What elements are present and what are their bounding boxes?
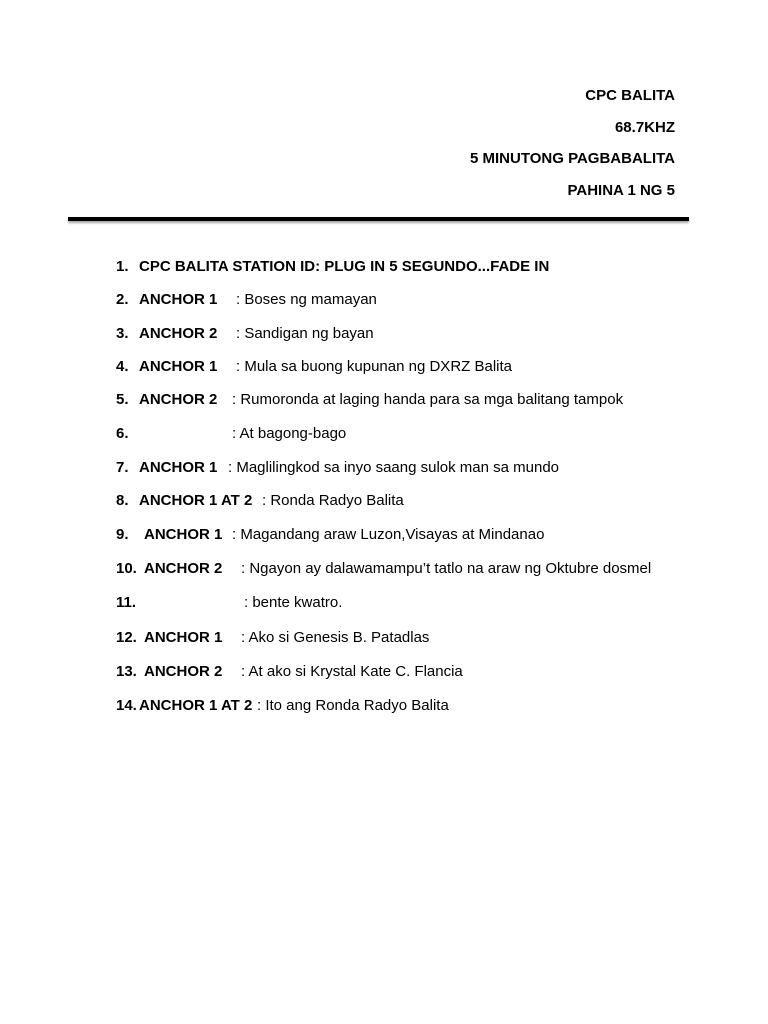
item-number: 8. [116, 492, 129, 509]
item-number: 12. [116, 629, 137, 646]
item-line: : Sandigan ng bayan [236, 325, 374, 342]
station-name: CPC BALITA [585, 87, 675, 104]
item-line: : Ngayon ay dalawamampu’t tatlo na araw ng Oktubre dosmel [241, 560, 652, 577]
item-speaker: ANCHOR 2 [139, 391, 218, 408]
item-number: 7. [116, 459, 129, 476]
item-line: : Ito ang Ronda Radyo Balita [257, 697, 449, 714]
item-line: : Magandang araw Luzon,Visayas at Mindanao [232, 526, 545, 543]
item-speaker: ANCHOR 2 [144, 560, 223, 577]
header-divider [68, 217, 689, 221]
item-line: : Mula sa buong kupunan ng DXRZ Balita [236, 358, 512, 375]
item-line: : bente kwatro. [244, 594, 343, 611]
item-line: : Rumoronda at laging handa para sa mga balitang tampok [232, 391, 624, 408]
item-number: 11. [116, 594, 137, 611]
item-number: 1. [116, 258, 129, 275]
item-speaker: ANCHOR 2 [139, 325, 218, 342]
item-speaker: ANCHOR 1 AT 2 [139, 492, 253, 509]
document-header [470, 86, 675, 212]
item-line: : Boses ng mamayan [236, 291, 377, 308]
item-number: 13. [116, 663, 137, 680]
item-number: 2. [116, 291, 129, 308]
item-number: 14. [116, 697, 137, 714]
program-title: 5 MINUTONG PAGBABALITA [470, 150, 675, 167]
item-line: : Ronda Radyo Balita [262, 492, 404, 509]
item-line: : Maglilingkod sa inyo saang sulok man sa mundo [228, 459, 560, 476]
item-line: : Ako si Genesis B. Patadlas [241, 629, 430, 646]
item-speaker: ANCHOR 1 [139, 291, 218, 308]
item-speaker: ANCHOR 1 [144, 629, 223, 646]
item-number: 6. [116, 425, 129, 442]
item-number: 3. [116, 325, 129, 342]
item-speaker: ANCHOR 2 [144, 663, 223, 680]
item-speaker: ANCHOR 1 [139, 358, 218, 375]
item-number: 4. [116, 358, 129, 375]
item-line: : At ako si Krystal Kate C. Flancia [241, 663, 463, 680]
item-speaker: ANCHOR 1 [144, 526, 223, 543]
item-number: 9. [116, 526, 129, 543]
item-speaker: ANCHOR 1 [139, 459, 218, 476]
station-frequency: 68.7KHZ [614, 118, 675, 136]
page-indicator: PAHINA 1 NG 5 [567, 181, 675, 199]
item-number: 5. [116, 391, 129, 408]
item-line: : At bagong-bago [232, 425, 347, 442]
item-line: CPC BALITA STATION ID: PLUG IN 5 SEGUNDO...FADE IN [139, 258, 550, 275]
item-number: 10. [116, 560, 137, 577]
item-speaker: ANCHOR 1 AT 2 [139, 697, 253, 714]
